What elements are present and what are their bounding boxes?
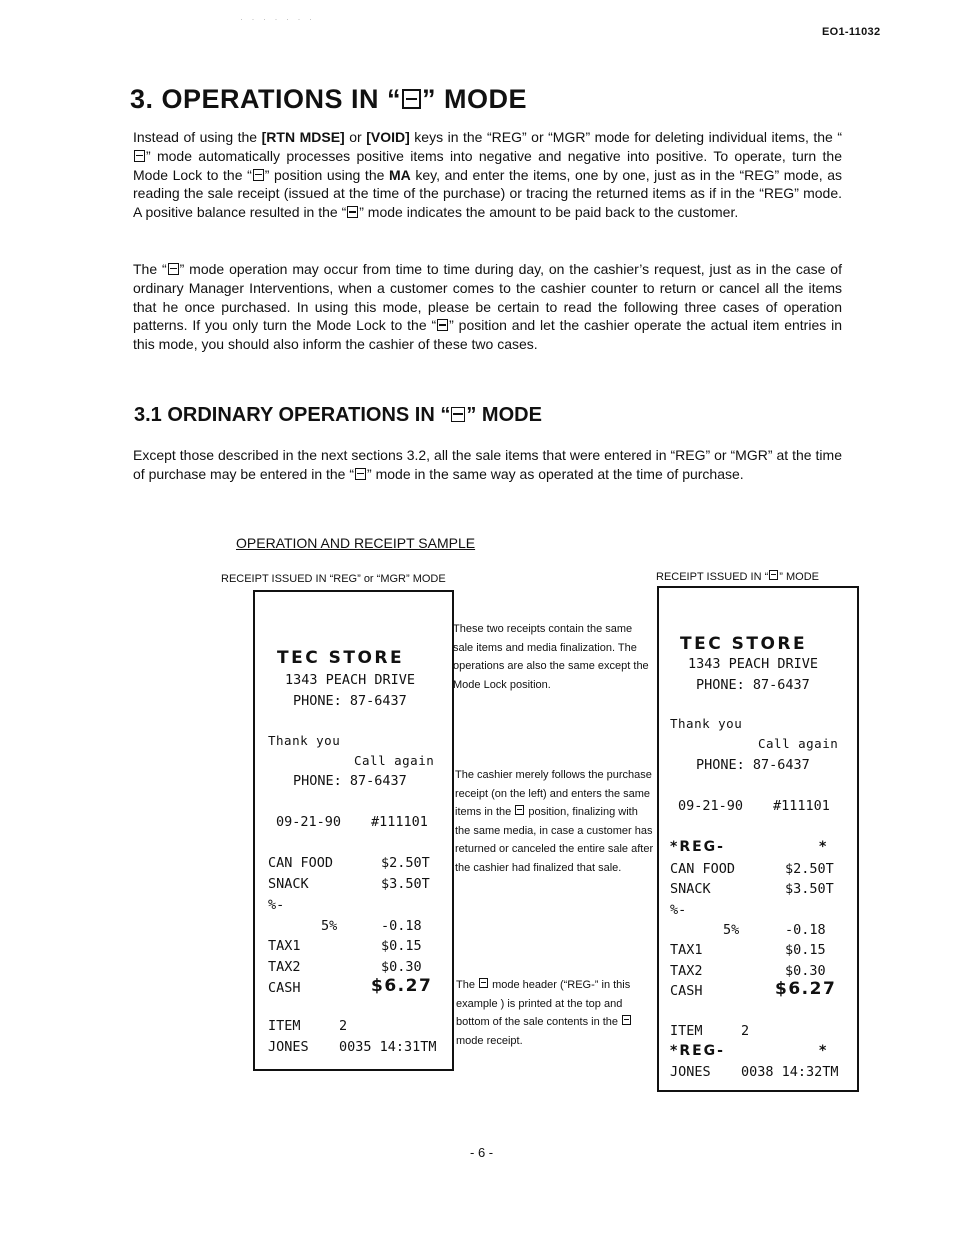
item-count-label: ITEM (670, 1023, 703, 1039)
receipt-call-again: Call again (758, 736, 839, 751)
intro-text-5: ” position using the (264, 166, 389, 183)
minus-box-icon (515, 805, 524, 815)
line-item-name: CAN FOOD (670, 861, 736, 877)
minus-box-icon (437, 319, 448, 331)
minus-box-icon (134, 150, 145, 162)
para2-text-2: ” mode operation may occur from time to time during day, on the cashier’s request, just as in the case of ordinary Manager Interventions, when a customer comes to the cashier counter to return or cancel all the items that he once purchased. In using this mode, please be certain to read the following three cases of operation patterns. If you only turn the Mode Lock to the “ (133, 261, 842, 334)
receipt-phone-2: PHONE: 87-6437 (696, 757, 810, 773)
section-heading-prefix: 3.1 ORDINARY OPERATIONS IN “ (134, 404, 451, 426)
intro-paragraph (133, 128, 842, 222)
line-item-name: SNACK (268, 876, 309, 892)
section-heading (134, 404, 542, 427)
minus-box-icon (622, 1015, 631, 1025)
tax2-label: TAX2 (268, 959, 301, 975)
note-mode-header (456, 976, 656, 1050)
note3-text-b: mode header (“REG-” in this example ) is printed at the top and bottom of the sale contents in the (456, 979, 631, 1029)
item-count: 2 (339, 1018, 348, 1034)
note3-text-a: The (456, 979, 479, 991)
ma-key-label: MA (388, 166, 411, 183)
tax1-amount: $0.15 (785, 942, 826, 958)
discount-rate: 5% (321, 918, 338, 934)
line-item-price: $2.50T (381, 855, 430, 871)
scan-noise: · · · · · · · (240, 14, 315, 24)
mode-header: *REG- (670, 839, 725, 855)
line-item-name: SNACK (670, 881, 711, 897)
intro-text-2: or (344, 129, 367, 145)
section-paragraph (133, 446, 842, 484)
receipt-date: 09-21-90 (678, 798, 744, 814)
item-count-label: ITEM (268, 1018, 301, 1034)
line-item-price: $3.50T (381, 876, 430, 892)
discount-label: %- (670, 902, 687, 918)
mode-header-star: * (819, 839, 829, 855)
intro-text-1: Instead of using the (133, 129, 262, 145)
receipt-date: 09-21-90 (276, 814, 342, 830)
title-suffix: ” MODE (422, 84, 528, 114)
mode-footer-star: * (819, 1043, 829, 1059)
minus-box-icon (355, 468, 366, 480)
receipt-store-name: TEC STORE (680, 634, 808, 654)
note3-text-c: mode receipt. (456, 1034, 523, 1047)
receipt-phone: PHONE: 87-6437 (293, 693, 407, 709)
page-title (130, 84, 527, 115)
intro-text-6: key, and enter the items, one by one, just as in the “REG” mode, as reading the sale receipt (issued at the time of the purchase) or tracing the returned items as if in the “REG” mode. A positive balance resulted in the “ (133, 166, 843, 221)
minus-box-icon (402, 89, 421, 109)
receipt-thank-you: Thank you (268, 733, 341, 748)
intro-text-4: ” mode automatically processes positive items into negative and negative into positive. To operate, turn the Mode Lock to the “ (133, 147, 842, 183)
receipt-phone-2: PHONE: 87-6437 (293, 773, 407, 789)
discount-amount: -0.18 (381, 918, 422, 934)
page-number: - 6 - (470, 1145, 494, 1160)
note2-text-b: position, finalizing with the same media, in case a customer has returned or canceled the entire sale after the cashier had finalized that sale. (455, 806, 654, 874)
tax2-label: TAX2 (670, 963, 703, 979)
minus-box-icon (168, 263, 179, 275)
title-prefix: 3. OPERATIONS IN “ (130, 84, 402, 114)
tax2-amount: $0.30 (381, 959, 422, 975)
cashier-name: JONES (268, 1039, 309, 1055)
para2-text-3: ” position and let the cashier operate the actual item entries in this mode, you should also inform the cashier of these two cases. (133, 317, 843, 353)
receipt-call-again: Call again (354, 753, 435, 768)
intro-text-3: keys in the “REG” or “MGR” mode for deleting individual items, the “ (409, 129, 843, 145)
receipt-reg-mode (253, 590, 454, 1071)
receipt-number: #111101 (773, 798, 830, 814)
receipt-minus-mode (657, 586, 859, 1092)
cash-amount: $6.27 (371, 976, 433, 996)
line-item-price: $2.50T (785, 861, 834, 877)
second-paragraph (133, 260, 842, 354)
intro-text-7: ” mode indicates the amount to be paid back to the customer. (359, 204, 739, 221)
para3-text-1: Except those described in the next sections 3.2, all the sale items that were entered in “REG” or “MGR” at the time of purchase may be entered in the “ (133, 447, 842, 482)
receipt-number: #111101 (371, 814, 428, 830)
receipt-footer: 0035 14:31TM (339, 1039, 437, 1055)
document-number: EO1-11032 (822, 26, 881, 38)
tax2-amount: $0.30 (785, 963, 826, 979)
receipt-phone: PHONE: 87-6437 (696, 677, 810, 693)
cash-amount: $6.27 (775, 979, 837, 999)
line-item-name: CAN FOOD (268, 855, 334, 871)
discount-rate: 5% (723, 922, 740, 938)
minus-box-icon (253, 169, 264, 181)
caption-right-suffix: ” MODE (779, 571, 819, 583)
tax1-label: TAX1 (670, 942, 703, 958)
receipt-caption-right (656, 570, 819, 583)
minus-box-icon (347, 206, 358, 218)
rtn-mdse-key-label: [RTN MDSE] (261, 129, 345, 145)
void-key-label: [VOID] (366, 129, 410, 145)
caption-right-prefix: RECEIPT ISSUED IN “ (656, 571, 769, 583)
minus-box-icon (479, 978, 488, 988)
receipt-caption-left: RECEIPT ISSUED IN “REG” or “MGR” MODE (221, 573, 446, 585)
section-heading-suffix: ” MODE (466, 404, 542, 426)
receipt-address: 1343 PEACH DRIVE (688, 656, 819, 672)
note-same-items: These two receipts contain the same sale items and media finalization. The operations are also the same except the Mode Lock position. (453, 623, 649, 691)
item-count: 2 (741, 1023, 750, 1039)
minus-box-icon (769, 570, 778, 580)
tax1-label: TAX1 (268, 938, 301, 954)
cash-label: CASH (670, 983, 703, 999)
discount-label: %- (268, 897, 285, 913)
cashier-name: JONES (670, 1064, 711, 1080)
receipt-footer: 0038 14:32TM (741, 1064, 839, 1080)
receipt-address: 1343 PEACH DRIVE (285, 672, 416, 688)
note2-text-a: The cashier merely follows the purchase receipt (on the left) and enters the same items in the (455, 769, 652, 819)
tax1-amount: $0.15 (381, 938, 422, 954)
para2-text-1: The “ (133, 261, 167, 277)
mode-footer: *REG- (670, 1043, 725, 1059)
cash-label: CASH (268, 980, 301, 996)
sample-title: OPERATION AND RECEIPT SAMPLE (236, 535, 476, 551)
line-item-price: $3.50T (785, 881, 834, 897)
receipt-store-name: TEC STORE (277, 648, 405, 668)
receipt-thank-you: Thank you (670, 716, 743, 731)
note-cashier-procedure (455, 766, 655, 878)
discount-amount: -0.18 (785, 922, 826, 938)
minus-box-icon (451, 407, 465, 422)
para3-text-2: ” mode in the same way as operated at the time of purchase. (367, 465, 744, 482)
